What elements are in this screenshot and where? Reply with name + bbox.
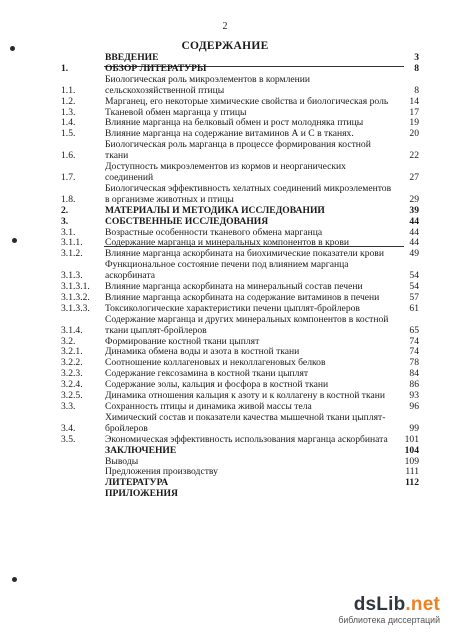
toc-section-number: 1.1. — [61, 84, 76, 96]
toc-section-number: 3.2.3. — [61, 369, 83, 380]
toc-section-title: Динамика обмена воды и азота в костной ткани — [105, 347, 300, 358]
toc-page-number: 27 — [409, 171, 419, 183]
toc-page-number: 65 — [409, 324, 419, 336]
toc-section-number: 3.4. — [61, 422, 76, 434]
toc-section-number: 1.6. — [61, 150, 76, 162]
toc-row — [61, 478, 419, 489]
toc-row — [61, 238, 419, 249]
toc-page-number: 8 — [414, 63, 419, 74]
toc-section-title: Химический состав и показатели качества мышечной ткани цыплят-бройлеров — [105, 412, 386, 434]
toc-row — [61, 347, 419, 358]
toc-section-title: МАТЕРИАЛЫ И МЕТОДИКА ИССЛЕДОВАНИЙ — [105, 205, 325, 216]
toc-row — [61, 358, 419, 369]
punch-hole-mark — [12, 577, 17, 582]
toc-section-title: СОБСТВЕННЫЕ ИССЛЕДОВАНИЯ — [105, 216, 269, 227]
toc-section-number — [61, 467, 105, 478]
toc-page-number: 61 — [409, 303, 419, 314]
toc-page-number: 44 — [409, 238, 419, 249]
toc-page-number: 49 — [409, 249, 419, 260]
toc-row — [61, 129, 419, 140]
toc-row — [61, 53, 419, 64]
toc-section-number: 1.5. — [61, 129, 76, 140]
toc-section-title: Влияние марганца на содержание витаминов А и С в тканях. — [105, 129, 354, 140]
toc-section-number: 2. — [61, 205, 69, 216]
toc-section-number — [61, 446, 105, 457]
toc-section-number — [61, 53, 105, 64]
toc-page-number: 93 — [409, 391, 419, 402]
toc-section-title: Выводы — [105, 456, 139, 467]
toc-page-number: 44 — [409, 227, 419, 238]
toc-page-number: 99 — [409, 422, 419, 434]
toc-section-number — [61, 489, 105, 500]
toc-section-title: Влияние марганца аскорбината на биохимические показатели крови — [105, 249, 384, 260]
toc-section-title: ЗАКЛЮЧЕНИЕ — [105, 445, 177, 456]
toc-row — [61, 108, 419, 119]
toc-row — [61, 249, 419, 260]
toc-section-number: 3.2.4. — [61, 380, 83, 391]
toc-section-title: Биологическая эффективность хелатных соединений микроэлементов в организме животных и птицы — [105, 183, 392, 205]
toc-row — [61, 315, 419, 337]
toc-section-number: 3.1.3.3. — [61, 303, 90, 314]
watermark-logo-accent: .net — [405, 594, 440, 615]
toc-page-number: 86 — [409, 380, 419, 391]
toc-section-number: 3.2. — [61, 336, 76, 347]
toc-page-number — [393, 489, 419, 500]
toc-page-number: 112 — [405, 478, 419, 489]
toc-section-number: 3.1.2. — [61, 249, 83, 260]
toc-page-number: 104 — [404, 445, 419, 456]
toc-section-title: Сохранность птицы и динамика живой массы тела — [105, 402, 312, 412]
toc-page-number: 54 — [409, 282, 419, 293]
toc-row — [61, 206, 419, 217]
toc-section-title: ВВЕДЕНИЕ — [105, 53, 159, 63]
toc-page-number: 109 — [404, 456, 419, 467]
toc-page-number: 20 — [409, 129, 419, 140]
toc-page-number: 29 — [409, 193, 419, 205]
toc-row — [61, 446, 419, 457]
toc-page-number: 111 — [405, 467, 419, 478]
toc-row — [61, 118, 419, 129]
toc-section-number: 3.1.3. — [61, 270, 83, 282]
punch-hole-mark — [12, 238, 17, 243]
toc-section-title: Содержание золы, кальция и фосфора в костной ткани — [105, 380, 329, 391]
toc-section-number: 1.3. — [61, 107, 76, 118]
toc-row — [61, 140, 419, 162]
watermark-logo-main: dsLib — [353, 594, 406, 615]
toc-row — [61, 184, 419, 206]
toc-section-number — [61, 478, 105, 489]
toc-section-number: 3.2.5. — [61, 391, 83, 402]
page-number: 2 — [222, 21, 228, 32]
toc-row — [61, 391, 419, 402]
toc-section-number: 1.2. — [61, 96, 76, 107]
toc-row — [61, 260, 419, 282]
toc-section-number: 3.3. — [61, 402, 76, 412]
toc-section-title: Биологическая роль микроэлементов в кормлении сельскохозяйственной птицы — [105, 74, 311, 96]
toc-page-number: 8 — [414, 84, 419, 96]
toc-section-title: Функциональное состояние печени под влиянием марганца аскорбината — [105, 260, 349, 282]
watermark-subtitle: библиотека диссертаций — [338, 615, 440, 625]
toc-row — [61, 435, 419, 446]
toc-row — [61, 75, 419, 97]
toc-section-number: 3. — [61, 216, 69, 227]
toc-page-number: 54 — [409, 270, 419, 282]
toc-page-number: 44 — [409, 216, 419, 227]
toc-section-title: ПРИЛОЖЕНИЯ — [105, 489, 178, 500]
toc-section-title: Влияние марганца аскорбината на содержание витаминов в печени — [105, 292, 380, 303]
toc-title: СОДЕРЖАНИЕ — [181, 40, 269, 52]
toc-row — [61, 457, 419, 468]
toc-page-number: 101 — [404, 434, 419, 445]
toc-page-number: 22 — [409, 150, 419, 162]
toc-page-number: 84 — [409, 369, 419, 380]
toc-section-number: 3.1.3.2. — [61, 292, 90, 303]
toc-section-number: 3.1.1. — [61, 238, 83, 249]
toc-section-number: 3.1.4. — [61, 324, 83, 336]
toc-row — [61, 282, 419, 293]
toc-page-number: 17 — [409, 107, 419, 118]
toc-section-title: Биологическая роль марганца в процессе формирования костной ткани — [105, 140, 371, 162]
toc-section-title: Формирование костной ткани цыплят — [105, 336, 260, 347]
toc-page-number: 57 — [409, 292, 419, 303]
toc-section-title: ОБЗОР ЛИТЕРАТУРЫ — [105, 63, 207, 74]
table-of-contents — [61, 53, 419, 500]
toc-page-number: 74 — [409, 336, 419, 347]
toc-section-title: Марганец, его некоторые химические свойства и биологическая роль — [105, 96, 389, 107]
watermark — [338, 594, 440, 625]
toc-row — [61, 293, 419, 304]
toc-row — [61, 304, 419, 315]
toc-section-number: 1.7. — [61, 171, 76, 183]
toc-row — [61, 402, 419, 413]
toc-section-number: 1. — [61, 63, 69, 74]
toc-page-number: 74 — [409, 347, 419, 358]
toc-row — [61, 369, 419, 380]
toc-page-number: 19 — [409, 118, 419, 129]
toc-section-title: Содержание марганца и минеральных компонентов в крови — [105, 238, 350, 249]
toc-row — [61, 228, 419, 239]
toc-row — [61, 97, 419, 108]
toc-section-number: 3.5. — [61, 434, 76, 445]
watermark-logo — [338, 594, 440, 616]
toc-section-title: Соотношение коллагеновых и неколлагеновых белков — [105, 358, 326, 369]
toc-section-title: Влияние марганца на белковый обмен и рост молодняка птицы — [105, 118, 364, 129]
toc-page-number: 3 — [414, 53, 419, 63]
toc-section-title: Содержание марганца и других минеральных компонентов в костной ткани цыплят-бройлеров — [105, 314, 389, 336]
toc-row — [61, 380, 419, 391]
toc-row — [61, 337, 419, 348]
toc-row — [61, 64, 419, 75]
toc-section-title: Возрастные особенности тканевого обмена марганца — [105, 227, 323, 238]
toc-section-title: ЛИТЕРАТУРА — [105, 478, 169, 489]
toc-section-number: 3.2.2. — [61, 358, 83, 369]
toc-section-number: 3.2.1. — [61, 347, 83, 358]
toc-section-title: Тканевой обмен марганца у птицы — [105, 107, 247, 118]
toc-section-number: 3.1. — [61, 227, 76, 238]
toc-section-number — [61, 457, 105, 468]
toc-row — [61, 162, 419, 184]
toc-page-number: 14 — [409, 96, 419, 107]
toc-row — [61, 467, 419, 478]
toc-page-number: 96 — [409, 402, 419, 412]
toc-section-title: Динамика отношения кальция к азоту и к коллагену в костной ткани — [105, 391, 386, 402]
toc-section-number: 3.1.3.1. — [61, 282, 90, 293]
toc-section-title: Содержание гексозамина в костной ткани цыплят — [105, 369, 309, 380]
toc-section-title: Экономическая эффективность использования марганца аскорбината — [105, 434, 388, 445]
toc-section-title: Предложения производству — [105, 467, 218, 478]
toc-section-title: Доступность микроэлементов из кормов и неорганических соединений — [105, 162, 346, 183]
toc-section-title: Влияние марганца аскорбината на минеральный состав печени — [105, 282, 363, 293]
toc-row — [61, 489, 419, 500]
toc-page-number: 39 — [409, 205, 419, 216]
toc-section-number: 1.4. — [61, 118, 76, 129]
toc-section-number: 1.8. — [61, 193, 76, 205]
toc-page-number: 78 — [409, 358, 419, 369]
punch-hole-mark — [10, 46, 15, 51]
toc-row — [61, 217, 419, 228]
toc-row — [61, 413, 419, 435]
toc-section-title: Токсикологические характеристики печени цыплят-бройлеров — [105, 303, 360, 314]
